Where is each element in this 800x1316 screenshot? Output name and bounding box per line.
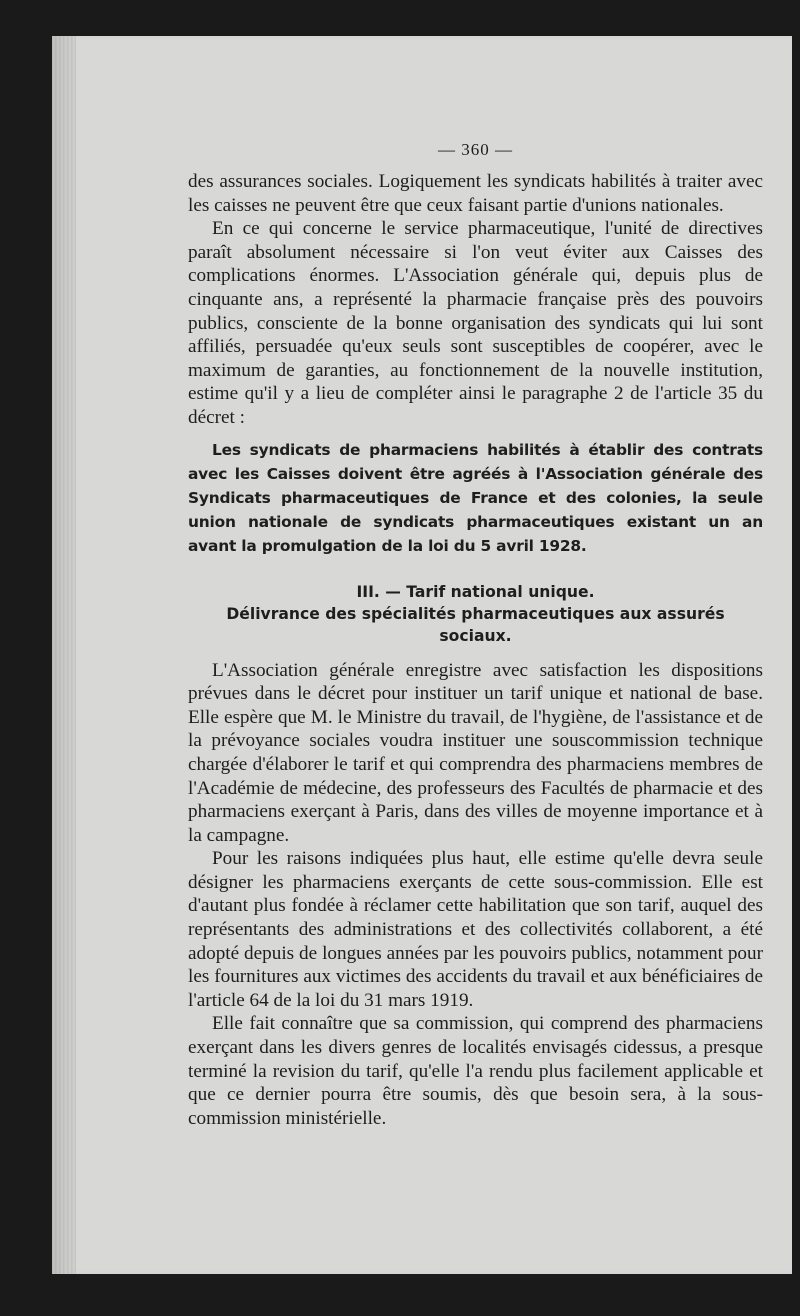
proposed-amendment-text: Les syndicats de pharmaciens habilités à établir des contrats avec les Caisses doivent être agréés à l'Association générale des Syndicats pharmaceutiques de France et des colonies, la seule union nationale de syndicats pharmaceutiques existant un an avant la promulgation de la loi du 5 avril 1928. xyxy=(188,440,763,556)
page-content xyxy=(188,140,763,1130)
section-heading xyxy=(188,581,763,647)
paragraph-continued: des assurances sociales. Logiquement les syndicats habilités à traiter avec les caisses ne peuvent être que ceux faisant partie d'unions nationales. xyxy=(188,171,763,216)
section-subtitle: Délivrance des spécialités pharmaceutiques aux assurés sociaux. xyxy=(226,604,725,645)
paragraph-pharmaceutical-service: En ce qui concerne le service pharmaceutique, l'unité de directives paraît absolument nécessaire si l'on veut éviter aux Caisses des complications énormes. L'Association générale qui, depuis plus de cinquante ans, a représenté la pharmacie française près des pouvoirs publics, consciente de la bonne organisation des syndicats qui lui sont affiliés, persuadée qu'eux seuls sont susceptibles de coopérer, avec le maximum de garanties, au fonctionnement de la nouvelle institution, estime qu'il y a lieu de compléter ainsi le paragraphe 2 de l'article 35 du décret : xyxy=(188,218,763,428)
page-number: — 360 — xyxy=(438,140,513,159)
section-title: III. — Tarif national unique. xyxy=(356,582,595,601)
paragraph-tariff: L'Association générale enregistre avec satisfaction les dispositions prévues dans le décret pour instituer un tarif unique et national de base. Elle espère que M. le Ministre du travail, de l'hygiène, de l'assistance et de la prévoyance sociales voudra instituer une souscommission technique chargée d'élaborer le tarif et qui comprendra des pharmaciens membres de l'Académie de médecine, des professeurs des Facultés de pharmacie et des pharmaciens exerçant à Paris, dans des villes de moyenne importance et à la campagne. xyxy=(188,659,763,846)
paragraph-designation: Pour les raisons indiquées plus haut, elle estime qu'elle devra seule désigner les pharmaciens exerçants de cette sous-commission. Elle est d'autant plus fondée à réclamer cette habilitation que son tarif, auquel des représentants des administrations et des collectivités collaborent, a été adopté depuis de longues années par les pouvoirs publics, notamment pour les fournitures aux victimes des accidents du travail et aux bénéficiaires de l'article 64 de la loi du 31 mars 1919. xyxy=(188,848,763,1011)
paragraph-commission: Elle fait connaître que sa commission, qui comprend des pharmaciens exerçant dans les divers genres de localités envisagés cidessus, a presque terminé la revision du tarif, qu'elle l'a rendu plus facilement applicable et que ce dernier pourra être soumis, dès que besoin sera, à la sous-commission ministérielle. xyxy=(188,1013,763,1129)
page-binding-edge xyxy=(52,36,76,1274)
